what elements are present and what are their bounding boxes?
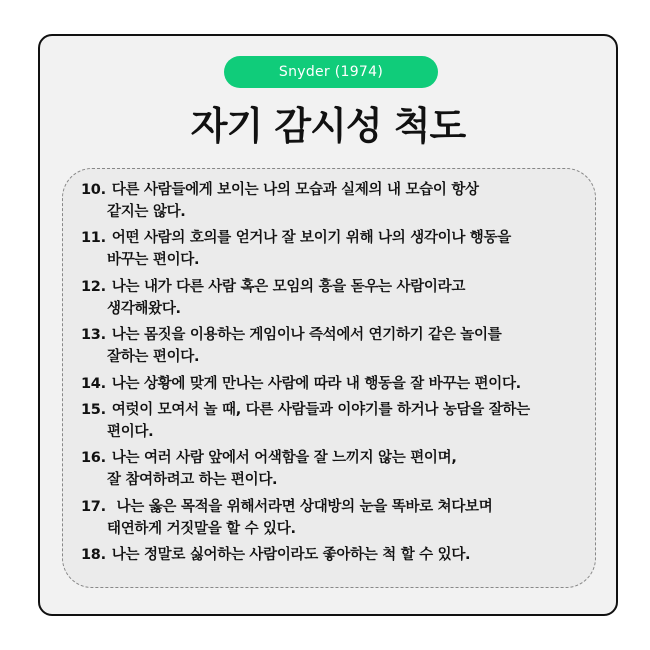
item-text: 나는 몸짓을 이용하는 게임이나 즉석에서 연기하기 같은 놀이를 bbox=[111, 327, 502, 344]
item-text: 나는 내가 다른 사람 혹은 모임의 흥을 돋우는 사람이라고 bbox=[111, 278, 466, 295]
item-text: 나는 옳은 목적을 위해서라면 상대방의 눈을 똑바로 쳐다보며 bbox=[111, 498, 493, 515]
page-title: 자기 감시성 척도 bbox=[190, 104, 466, 148]
item-number: 16. bbox=[81, 450, 106, 467]
scale-card bbox=[38, 34, 618, 616]
list-item bbox=[81, 276, 589, 320]
list-item bbox=[81, 179, 589, 223]
items-panel bbox=[62, 168, 596, 588]
list-item bbox=[81, 496, 589, 540]
list-item bbox=[81, 544, 589, 566]
item-text: 여럿이 모여서 놀 때, 다른 사람들과 이야기를 하거나 농담을 잘하는 bbox=[111, 401, 530, 418]
item-list bbox=[81, 179, 589, 571]
list-item bbox=[81, 447, 589, 491]
list-item bbox=[81, 227, 589, 271]
item-number: 13. bbox=[81, 327, 106, 344]
item-number: 15. bbox=[81, 401, 106, 418]
item-text-continued: 생각해왔다. bbox=[107, 300, 181, 317]
item-text: 나는 여러 사람 앞에서 어색함을 잘 느끼지 않는 편이며, bbox=[111, 450, 457, 467]
list-item bbox=[81, 399, 589, 443]
list-item bbox=[81, 373, 589, 395]
item-text-continued: 같지는 않다. bbox=[107, 204, 186, 220]
item-number: 10. bbox=[81, 182, 106, 198]
item-text: 어떤 사람의 호의를 얻거나 잘 보이기 위해 나의 생각이나 행동을 bbox=[111, 230, 511, 247]
item-text-continued: 잘하는 편이다. bbox=[107, 349, 200, 366]
item-text-continued: 바꾸는 편이다. bbox=[107, 252, 200, 269]
item-text-continued: 잘 참여하려고 하는 편이다. bbox=[107, 472, 278, 489]
item-number: 17. bbox=[81, 498, 106, 515]
item-text-continued: 편이다. bbox=[107, 423, 154, 440]
item-number: 18. bbox=[81, 547, 106, 564]
item-text: 나는 정말로 싫어하는 사람이라도 좋아하는 척 할 수 있다. bbox=[111, 547, 471, 564]
item-text: 다른 사람들에게 보이는 나의 모습과 실제의 내 모습이 항상 bbox=[111, 182, 479, 198]
source-badge: Snyder (1974) bbox=[224, 56, 438, 88]
item-text: 나는 상황에 맞게 만나는 사람에 따라 내 행동을 잘 바꾸는 편이다. bbox=[111, 375, 521, 392]
item-number: 12. bbox=[81, 278, 106, 295]
item-text-continued: 태연하게 거짓말을 할 수 있다. bbox=[107, 520, 296, 537]
list-item bbox=[81, 324, 589, 368]
item-number: 14. bbox=[81, 375, 106, 392]
item-number: 11. bbox=[81, 230, 106, 247]
